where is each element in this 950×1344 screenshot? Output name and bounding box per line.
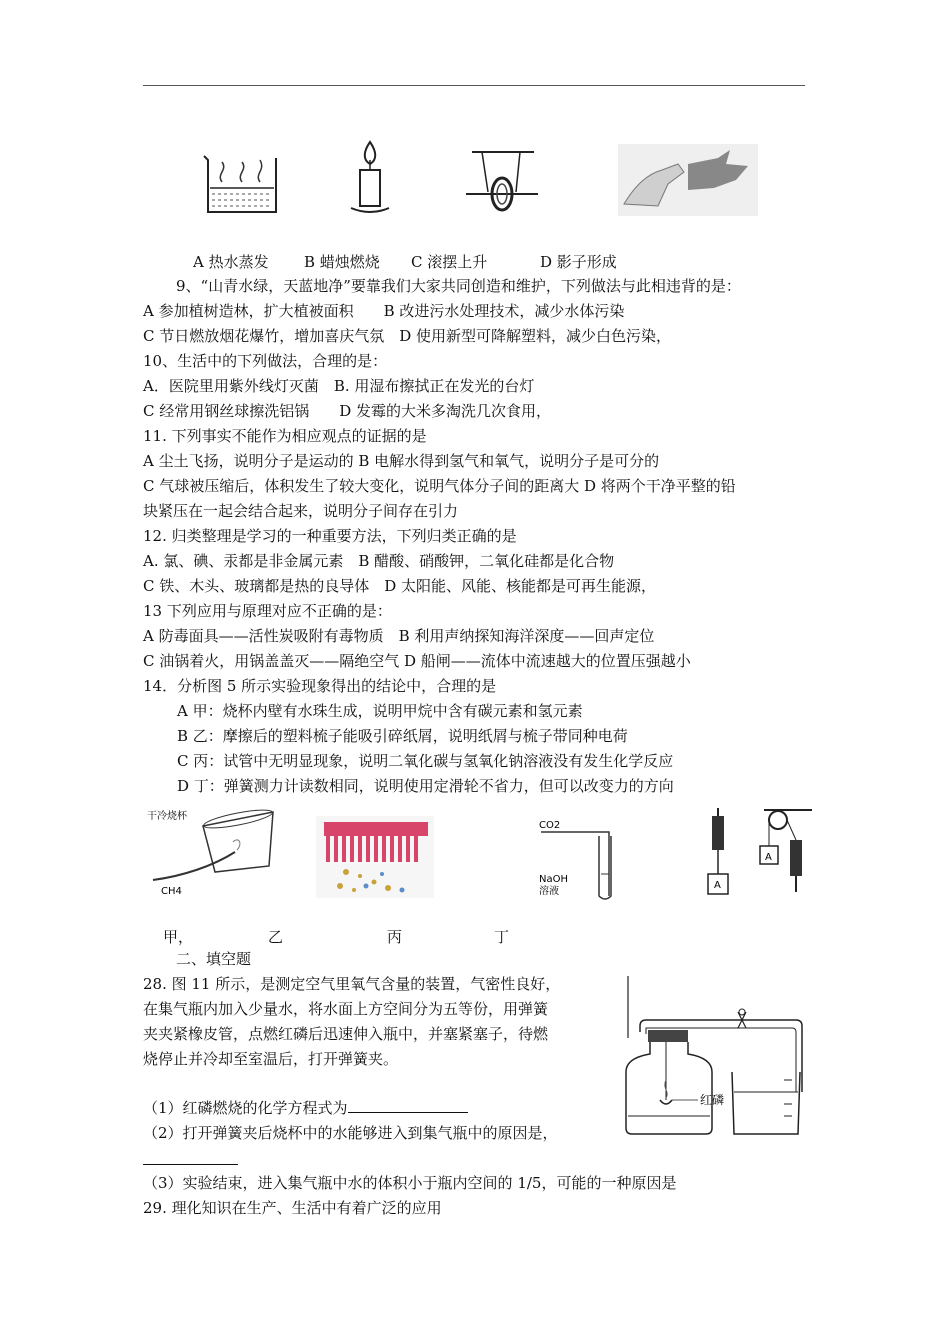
comb-paper-figure bbox=[316, 816, 434, 898]
q14-option-b: B 乙：摩擦后的塑料梳子能吸引碎纸屑，说明纸屑与梳子带同种电荷 bbox=[177, 727, 628, 745]
q9-options-cd: C 节日燃放烟花爆竹，增加喜庆气氛 D 使用新型可降解塑料，减少白色污染， bbox=[143, 327, 672, 345]
q28-para-line3: 夹夹紧橡皮管，点燃红磷后迅速伸入瓶中，并塞紧塞子，待燃 bbox=[143, 1025, 549, 1043]
q28-sub1-text: （1）红磷燃烧的化学方程式为 bbox=[143, 1099, 348, 1117]
q28-para-line1: 28. 图 11 所示，是测定空气里氧气含量的装置，气密性良好， bbox=[143, 975, 561, 993]
weight-a-right: A bbox=[765, 852, 772, 863]
q14-option-d: D 丁：弹簧测力计读数相同，说明使用定滑轮不省力，但可以改变力的方向 bbox=[177, 777, 674, 795]
q13-options-cd: C 油锅着火，用锅盖盖灭——隔绝空气 D 船闸——流体中流速越大的位置压强越小 bbox=[143, 652, 691, 670]
hand-shadow-figure bbox=[618, 144, 758, 216]
q9-options-ab: A 参加植树造林，扩大植被面积 B 改进污水处理技术，减少水体污染 bbox=[143, 302, 625, 320]
q10-stem: 10、生活中的下列做法，合理的是： bbox=[143, 352, 388, 370]
q10-options-cd: C 经常用钢丝球擦洗铝锅 D 发霉的大米多淘洗几次食用， bbox=[143, 402, 552, 420]
q8-option-c-label: C 滚摆上升 bbox=[411, 253, 488, 271]
header-rule bbox=[143, 85, 805, 86]
methane-beaker-figure bbox=[143, 808, 283, 896]
q28-para-line2: 在集气瓶内加入少量水，将水面上方空间分为五等份，用弹簧 bbox=[143, 1000, 549, 1018]
q29-stem: 29. 理化知识在生产、生活中有着广泛的应用 bbox=[143, 1199, 442, 1217]
hot-water-beaker-figure bbox=[200, 150, 280, 216]
ch4-label: CH4 bbox=[161, 886, 182, 896]
fig-label-ding: 丁 bbox=[494, 928, 510, 946]
q28-para-line4: 烧停止并冷却至室温后，打开弹簧夹。 bbox=[143, 1050, 399, 1068]
fig-label-yi: 乙 bbox=[268, 928, 284, 946]
solution-label: 溶液 bbox=[539, 886, 559, 897]
beaker-label: 干冷烧杯 bbox=[147, 811, 187, 822]
naoh-label: NaOH bbox=[539, 874, 568, 885]
q12-stem: 12. 归类整理是学习的一种重要方法，下列归类正确的是 bbox=[143, 527, 517, 545]
candle-figure bbox=[345, 138, 395, 216]
q14-option-a: A 甲：烧杯内壁有水珠生成，说明甲烷中含有碳元素和氢元素 bbox=[177, 702, 583, 720]
q28-sub1-answer-blank[interactable] bbox=[348, 1098, 468, 1113]
q12-options-ab: A. 氯、碘、汞都是非金属元素 B 醋酸、硝酸钾，二氧化硅都是化合物 bbox=[143, 552, 615, 570]
q28-sub1 bbox=[143, 1098, 468, 1118]
q14-option-c: C 丙：试管中无明显现象，说明二氧化碳与氢氧化钠溶液没有发生化学反应 bbox=[177, 752, 674, 770]
oxygen-content-apparatus-figure bbox=[620, 968, 806, 1140]
q13-options-ab: A 防毒面具——活性炭吸附有毒物质 B 利用声纳探知海洋深度——回声定位 bbox=[143, 627, 655, 645]
co2-label: CO2 bbox=[539, 820, 561, 831]
q8-option-d-label: D 影子形成 bbox=[540, 253, 617, 271]
q12-options-cd: C 铁、木头、玻璃都是热的良导体 D 太阳能、风能、核能都是可再生能源， bbox=[143, 577, 657, 595]
red-phosphorus-label: 红磷 bbox=[700, 1093, 725, 1107]
q8-option-a-label: A 热水蒸发 bbox=[193, 253, 269, 271]
q10-options-ab: A．医院里用紫外线灯灭菌 B. 用湿布擦拭正在发光的台灯 bbox=[143, 377, 535, 395]
fig-label-bing: 丙 bbox=[387, 928, 403, 946]
q28-sub2-answer-blank[interactable] bbox=[143, 1164, 238, 1165]
pulley-spring-figure bbox=[700, 806, 818, 904]
q14-stem: 14．分析图 5 所示实验现象得出的结论中，合理的是 bbox=[143, 677, 497, 695]
maxwell-wheel-figure bbox=[462, 146, 542, 216]
q28-sub2: （2）打开弹簧夹后烧杯中的水能够进入到集气瓶中的原因是， bbox=[143, 1124, 558, 1142]
section-title-fill-blank: 二、填空题 bbox=[176, 950, 252, 968]
q9-stem: 9、“山青水绿，天蓝地净”要靠我们大家共同创造和维护，下列做法与此相违背的是： bbox=[176, 277, 741, 295]
q11-options-cd: C 气球被压缩后，体积发生了较大变化，说明气体分子间的距离大 D 将两个干净平整的铅 bbox=[143, 477, 736, 495]
fig-label-jia: 甲， bbox=[163, 928, 194, 946]
q28-sub3: （3）实验结束，进入集气瓶中水的体积小于瓶内空间的 1/5，可能的一种原因是 bbox=[143, 1174, 677, 1192]
q13-stem: 13 下列应用与原理对应不正确的是： bbox=[143, 602, 392, 620]
weight-a-left: A bbox=[714, 880, 721, 891]
co2-naoh-test-tube-figure bbox=[537, 816, 627, 902]
q11-stem: 11. 下列事实不能作为相应观点的证据的是 bbox=[143, 427, 427, 445]
q11-options-ab: A 尘土飞扬，说明分子是运动的 B 电解水得到氢气和氧气，说明分子是可分的 bbox=[143, 452, 660, 470]
q8-option-b-label: B 蜡烛燃烧 bbox=[304, 253, 380, 271]
q11-option-d-cont: 块紧压在一起会结合起来，说明分子间存在引力 bbox=[143, 502, 459, 520]
